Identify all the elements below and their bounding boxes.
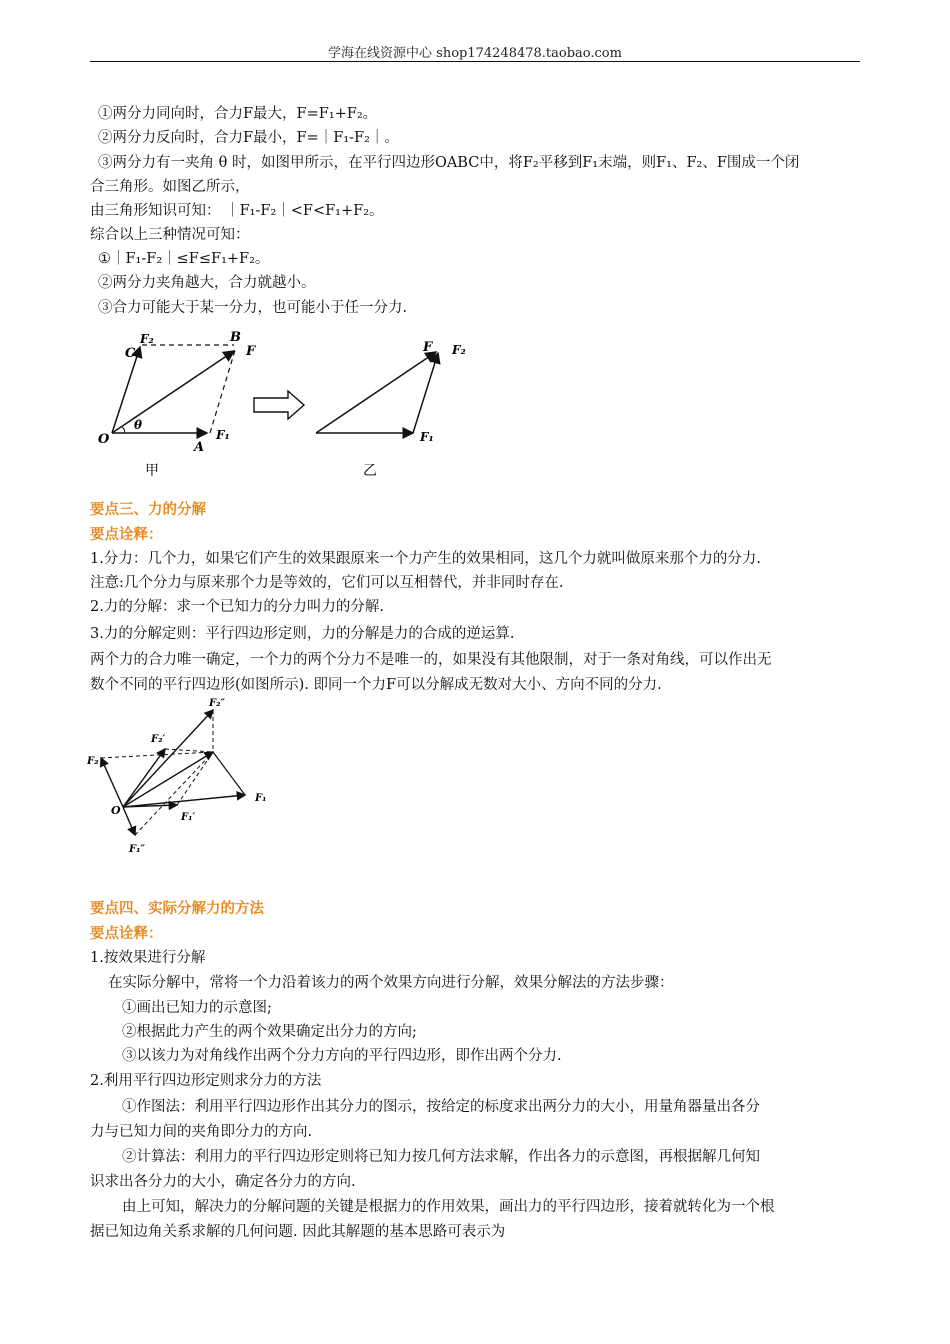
label-F2: F₂ bbox=[140, 332, 154, 346]
figure-parallelogram bbox=[90, 325, 270, 485]
header-rule bbox=[90, 61, 860, 62]
text-line: 1.按效果进行分解 bbox=[90, 950, 206, 966]
text-line: ②根据此力产生的两个效果确定出分力的方向; bbox=[122, 1024, 417, 1040]
text-line: 注意:几个分力与原来那个力是等效的，它们可以互相替代，并非同时存在. bbox=[90, 575, 564, 591]
text-line: 数个不同的平行四边形(如图所示). 即同一个力F可以分解成无数对大小、方向不同的分力. bbox=[90, 677, 662, 693]
section-title: 要点三、力的分解 bbox=[90, 502, 206, 518]
transform-arrow-icon bbox=[252, 388, 308, 422]
text-line: ②两分力夹角越大，合力就越小。 bbox=[98, 275, 316, 291]
text-line: 综合以上三种情况可知： bbox=[90, 227, 250, 243]
section-subtitle: 要点诠释： bbox=[90, 926, 163, 942]
text-line: 2.力的分解：求一个已知力的分力叫力的分解. bbox=[90, 599, 384, 615]
label-F2: F₂ bbox=[87, 756, 99, 767]
figure-decompositions bbox=[85, 692, 285, 862]
text-line: 2.利用平行四边形定则求分力的方法 bbox=[90, 1073, 322, 1089]
text-line: ②两分力反向时，合力F最小，F=｜F₁-F₂｜。 bbox=[98, 130, 399, 146]
text-line: 由三角形知识可知： ｜F₁-F₂｜<F<F₁+F₂。 bbox=[90, 203, 384, 219]
label-F: F bbox=[423, 340, 433, 355]
label-F2p: F₂′ bbox=[151, 734, 166, 745]
caption-jia: 甲 bbox=[145, 463, 159, 479]
label-theta: θ bbox=[134, 418, 143, 432]
text-line: ②计算法：利用力的平行四边形定则将已知力按几何方法求解，作出各力的示意图，再根据解几何知 bbox=[122, 1149, 760, 1165]
text-line: ③以该力为对角线作出两个分力方向的平行四边形，即作出两个分力. bbox=[122, 1048, 562, 1064]
section-title: 要点四、实际分解力的方法 bbox=[90, 901, 264, 917]
text-line: ①作图法：利用平行四边形作出其分力的图示，按给定的标度求出两分力的大小，用量角器量出各分 bbox=[122, 1099, 760, 1115]
text-line: ③两分力有一夹角 θ 时，如图甲所示，在平行四边形OABC中，将F₂平移到F₁末端，则F₁、F₂、F围成一个闭 bbox=[98, 155, 800, 171]
label-A: A bbox=[194, 440, 205, 455]
text-line: 两个力的合力唯一确定，一个力的两个分力不是唯一的，如果没有其他限制，对于一条对角线，可以作出无 bbox=[90, 652, 772, 668]
label-F1: F₁ bbox=[255, 793, 267, 804]
text-line: 在实际分解中，常将一个力沿着该力的两个效果方向进行分解，效果分解法的方法步骤： bbox=[108, 975, 674, 991]
text-line: ③合力可能大于某一分力，也可能小于任一分力. bbox=[98, 300, 408, 316]
label-O: O bbox=[98, 432, 110, 447]
text-line: ①两分力同向时，合力F最大，F=F₁+F₂。 bbox=[98, 106, 378, 122]
label-C: C bbox=[125, 346, 136, 361]
label-F1pp: F₁″ bbox=[129, 844, 145, 855]
caption-yi: 乙 bbox=[363, 463, 377, 479]
text-line: 3.力的分解定则：平行四边形定则，力的分解是力的合成的逆运算. bbox=[90, 626, 515, 642]
text-line: ①｜F₁-F₂｜≤F≤F₁+F₂。 bbox=[98, 251, 270, 267]
text-line: 1.分力：几个力，如果它们产生的效果跟原来一个力产生的效果相同，这几个力就叫做原来那个力的分力. bbox=[90, 551, 761, 567]
label-F1: F₁ bbox=[420, 430, 434, 444]
page-header: 学海在线资源中心 shop174248478.taobao.com bbox=[328, 46, 622, 61]
label-B: B bbox=[230, 330, 241, 345]
label-F2pp: F₂″ bbox=[209, 698, 225, 709]
text-line: 据已知边角关系求解的几何问题. 因此其解题的基本思路可表示为 bbox=[90, 1224, 506, 1240]
label-F1: F₁ bbox=[216, 428, 230, 442]
text-line: 力与已知力间的夹角即分力的方向. bbox=[90, 1124, 313, 1140]
label-O: O bbox=[111, 804, 121, 817]
text-line: 合三角形。如图乙所示， bbox=[90, 179, 250, 195]
label-F: F bbox=[246, 344, 256, 359]
figure-triangle bbox=[310, 335, 490, 485]
text-line: 识求出各分力的大小，确定各分力的方向. bbox=[90, 1174, 356, 1190]
text-line: 由上可知，解决力的分解问题的关键是根据力的作用效果，画出力的平行四边形，接着就转化为一个根 bbox=[122, 1199, 775, 1215]
text-line: ①画出已知力的示意图; bbox=[122, 1000, 272, 1016]
section-subtitle: 要点诠释： bbox=[90, 527, 163, 543]
label-F1p: F₁′ bbox=[181, 812, 196, 823]
label-F2: F₂ bbox=[452, 343, 466, 357]
